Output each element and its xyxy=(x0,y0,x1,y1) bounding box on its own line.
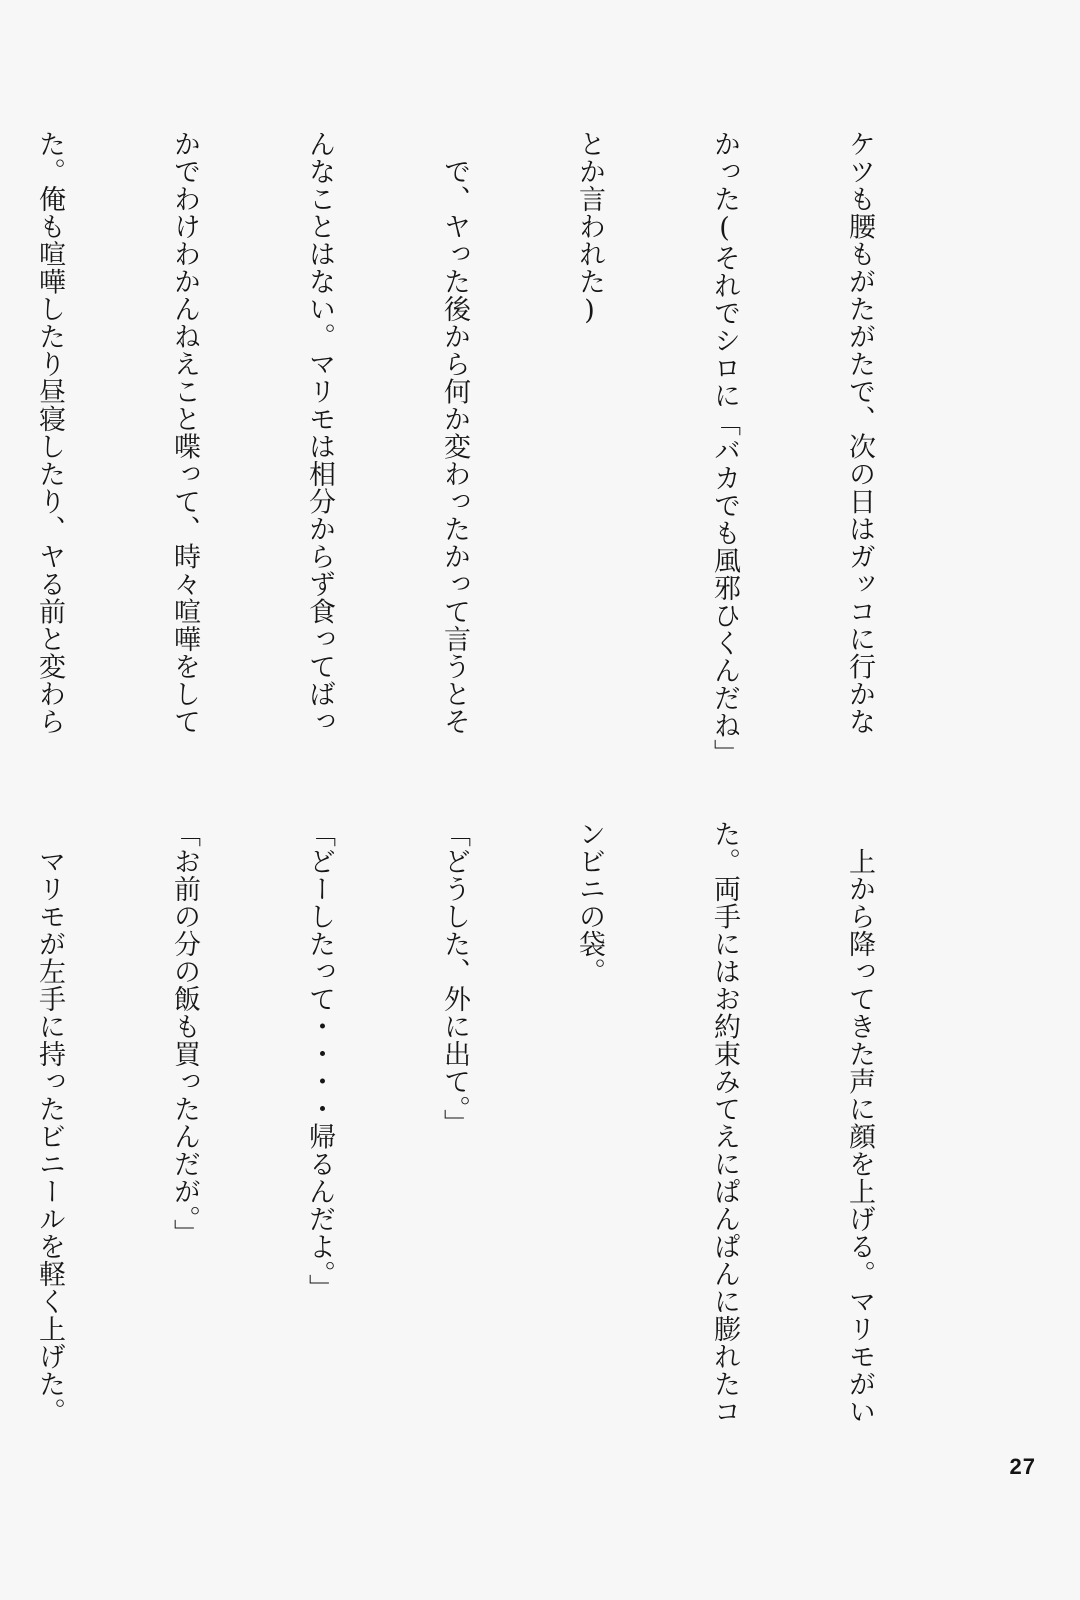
text-line: ンビニの袋。 xyxy=(574,820,605,985)
text-line: 上から降ってきた声に顔を上げる。マリモがい xyxy=(844,820,875,1425)
text-line: かった(それでシロに「バカでも風邪ひくんだね」 xyxy=(709,130,740,767)
bottom-text-block xyxy=(34,820,972,1470)
text-line: かでわけわかんねえこと喋って、時々喧嘩をして xyxy=(169,130,200,735)
text-line: で、ヤった後から何か変わったかって言うとそ xyxy=(439,130,470,735)
text-line: 「どーしたって・・・・帰るんだよ。」 xyxy=(304,820,335,1302)
top-text-block xyxy=(34,130,972,790)
text-line: た。両手にはお約束みてえにぱんぱんに膨れたコ xyxy=(709,820,740,1425)
text-line: 「お前の分の飯も買ったんだが。」 xyxy=(169,820,200,1247)
text-line: マリモが左手に持ったビニールを軽く上げた。 xyxy=(34,820,65,1425)
text-line: んなことはない。マリモは相分からず食ってばっ xyxy=(304,130,335,735)
page-number: 27 xyxy=(1009,1454,1036,1479)
text-line: とか言われた) xyxy=(574,130,605,327)
text-line: ケツも腰もがたがたで、次の日はガッコに行かな xyxy=(844,130,875,735)
text-line: た。俺も喧嘩したり昼寝したり、ヤる前と変わら xyxy=(34,130,65,735)
text-line: 「どうした、外に出て。」 xyxy=(439,820,470,1137)
